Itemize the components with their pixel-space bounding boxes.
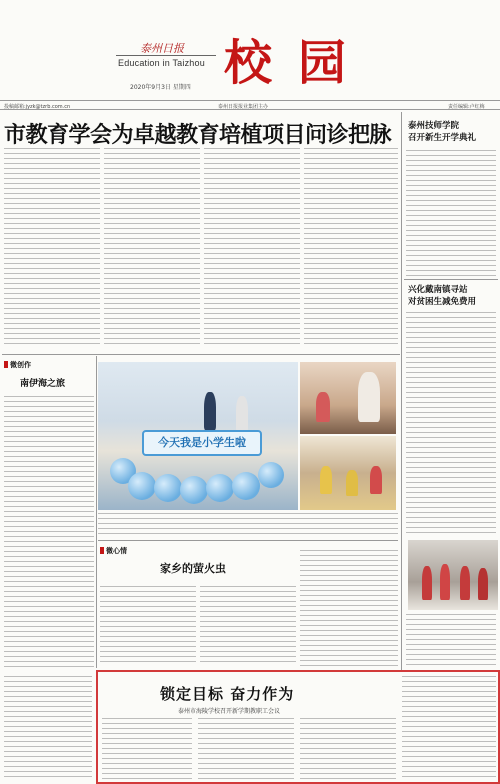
person-figure bbox=[204, 392, 216, 430]
brand-subtitle-en: Education in Taizhou bbox=[118, 58, 205, 68]
masthead bbox=[0, 0, 500, 92]
balloon-decoration bbox=[180, 476, 208, 504]
welcome-sign: 今天我是小学生啦 bbox=[142, 430, 262, 456]
left-column-title: 南伊海之旅 bbox=[20, 379, 66, 389]
balloon-decoration bbox=[232, 472, 260, 500]
photo-caption bbox=[98, 513, 398, 537]
right-story-2-title bbox=[408, 284, 476, 308]
right-story-2-title-line1: 兴化戴南镇寻站 bbox=[408, 285, 468, 295]
box-article-title: 锁定目标 奋力作为 bbox=[160, 685, 295, 703]
article-column-2 bbox=[104, 148, 200, 348]
box-article-column-4 bbox=[402, 676, 496, 780]
person-figure bbox=[346, 470, 358, 496]
brand-divider bbox=[116, 55, 216, 56]
issue-date: 2020年9月3日 星期四 bbox=[130, 84, 191, 91]
left-column-divider bbox=[96, 356, 97, 668]
person-figure bbox=[460, 566, 470, 600]
right-story-1-title-line2: 召开新生开学典礼 bbox=[408, 133, 477, 143]
person-figure bbox=[358, 372, 380, 422]
box-article-column-3 bbox=[300, 718, 396, 780]
right-story-1-title-line1: 泰州技师学院 bbox=[408, 121, 460, 131]
right-story-3-body bbox=[406, 614, 496, 668]
lower-story-column-2 bbox=[200, 586, 296, 666]
person-figure bbox=[440, 564, 450, 600]
article-column-1 bbox=[4, 148, 100, 348]
box-article-subtitle: 泰州市海陵学校召开新学期教职工会议 bbox=[178, 708, 281, 715]
right-divider-1 bbox=[404, 279, 498, 280]
article-column-4 bbox=[304, 148, 398, 348]
article-column-3 bbox=[204, 148, 300, 348]
right-story-2-body bbox=[406, 312, 496, 534]
column-divider-right bbox=[401, 112, 402, 672]
main-headline: 市教育学会为卓越教育培植项目问诊把脉 bbox=[4, 123, 392, 148]
lower-story-column-3 bbox=[300, 550, 398, 666]
section-divider bbox=[2, 354, 400, 355]
publisher-line: 泰州日报报业集团主办 bbox=[218, 104, 269, 110]
right-story-1-body bbox=[406, 150, 496, 276]
box-article-column-2 bbox=[198, 718, 294, 780]
editor-credit: 责任编辑:卢红梅 bbox=[448, 104, 485, 110]
students-photo bbox=[300, 436, 396, 510]
lower-story-tag: 微心情 bbox=[100, 546, 127, 556]
person-figure bbox=[370, 466, 382, 494]
info-bar bbox=[0, 100, 500, 110]
box-article-column-1 bbox=[102, 718, 192, 780]
right-story-2-title-line2: 对贫困生减免费用 bbox=[408, 297, 477, 307]
person-figure bbox=[422, 566, 432, 600]
right-story-1-title bbox=[408, 120, 476, 144]
brand-logo-cn: 泰州日报 bbox=[140, 42, 184, 55]
person-figure bbox=[320, 466, 332, 494]
person-figure bbox=[316, 392, 330, 422]
person-figure bbox=[236, 396, 248, 432]
lower-divider bbox=[98, 540, 398, 541]
balloon-decoration bbox=[206, 474, 234, 502]
lower-story-title: 家乡的萤火虫 bbox=[160, 562, 226, 575]
section-title: 校园 bbox=[224, 35, 373, 91]
lower-story-column-1 bbox=[100, 586, 196, 666]
balloon-decoration bbox=[154, 474, 182, 502]
bottom-left-body bbox=[4, 676, 92, 780]
left-column-body bbox=[4, 396, 94, 668]
left-column-tag: 微创作 bbox=[4, 360, 31, 370]
balloon-decoration bbox=[128, 472, 156, 500]
balloon-decoration bbox=[258, 462, 284, 488]
event-stage-photo bbox=[408, 540, 498, 610]
contact-email: 投稿邮箱:jyzk@tzrb.com.cn bbox=[4, 104, 71, 110]
classroom-photo bbox=[300, 362, 396, 434]
person-figure bbox=[478, 568, 488, 600]
